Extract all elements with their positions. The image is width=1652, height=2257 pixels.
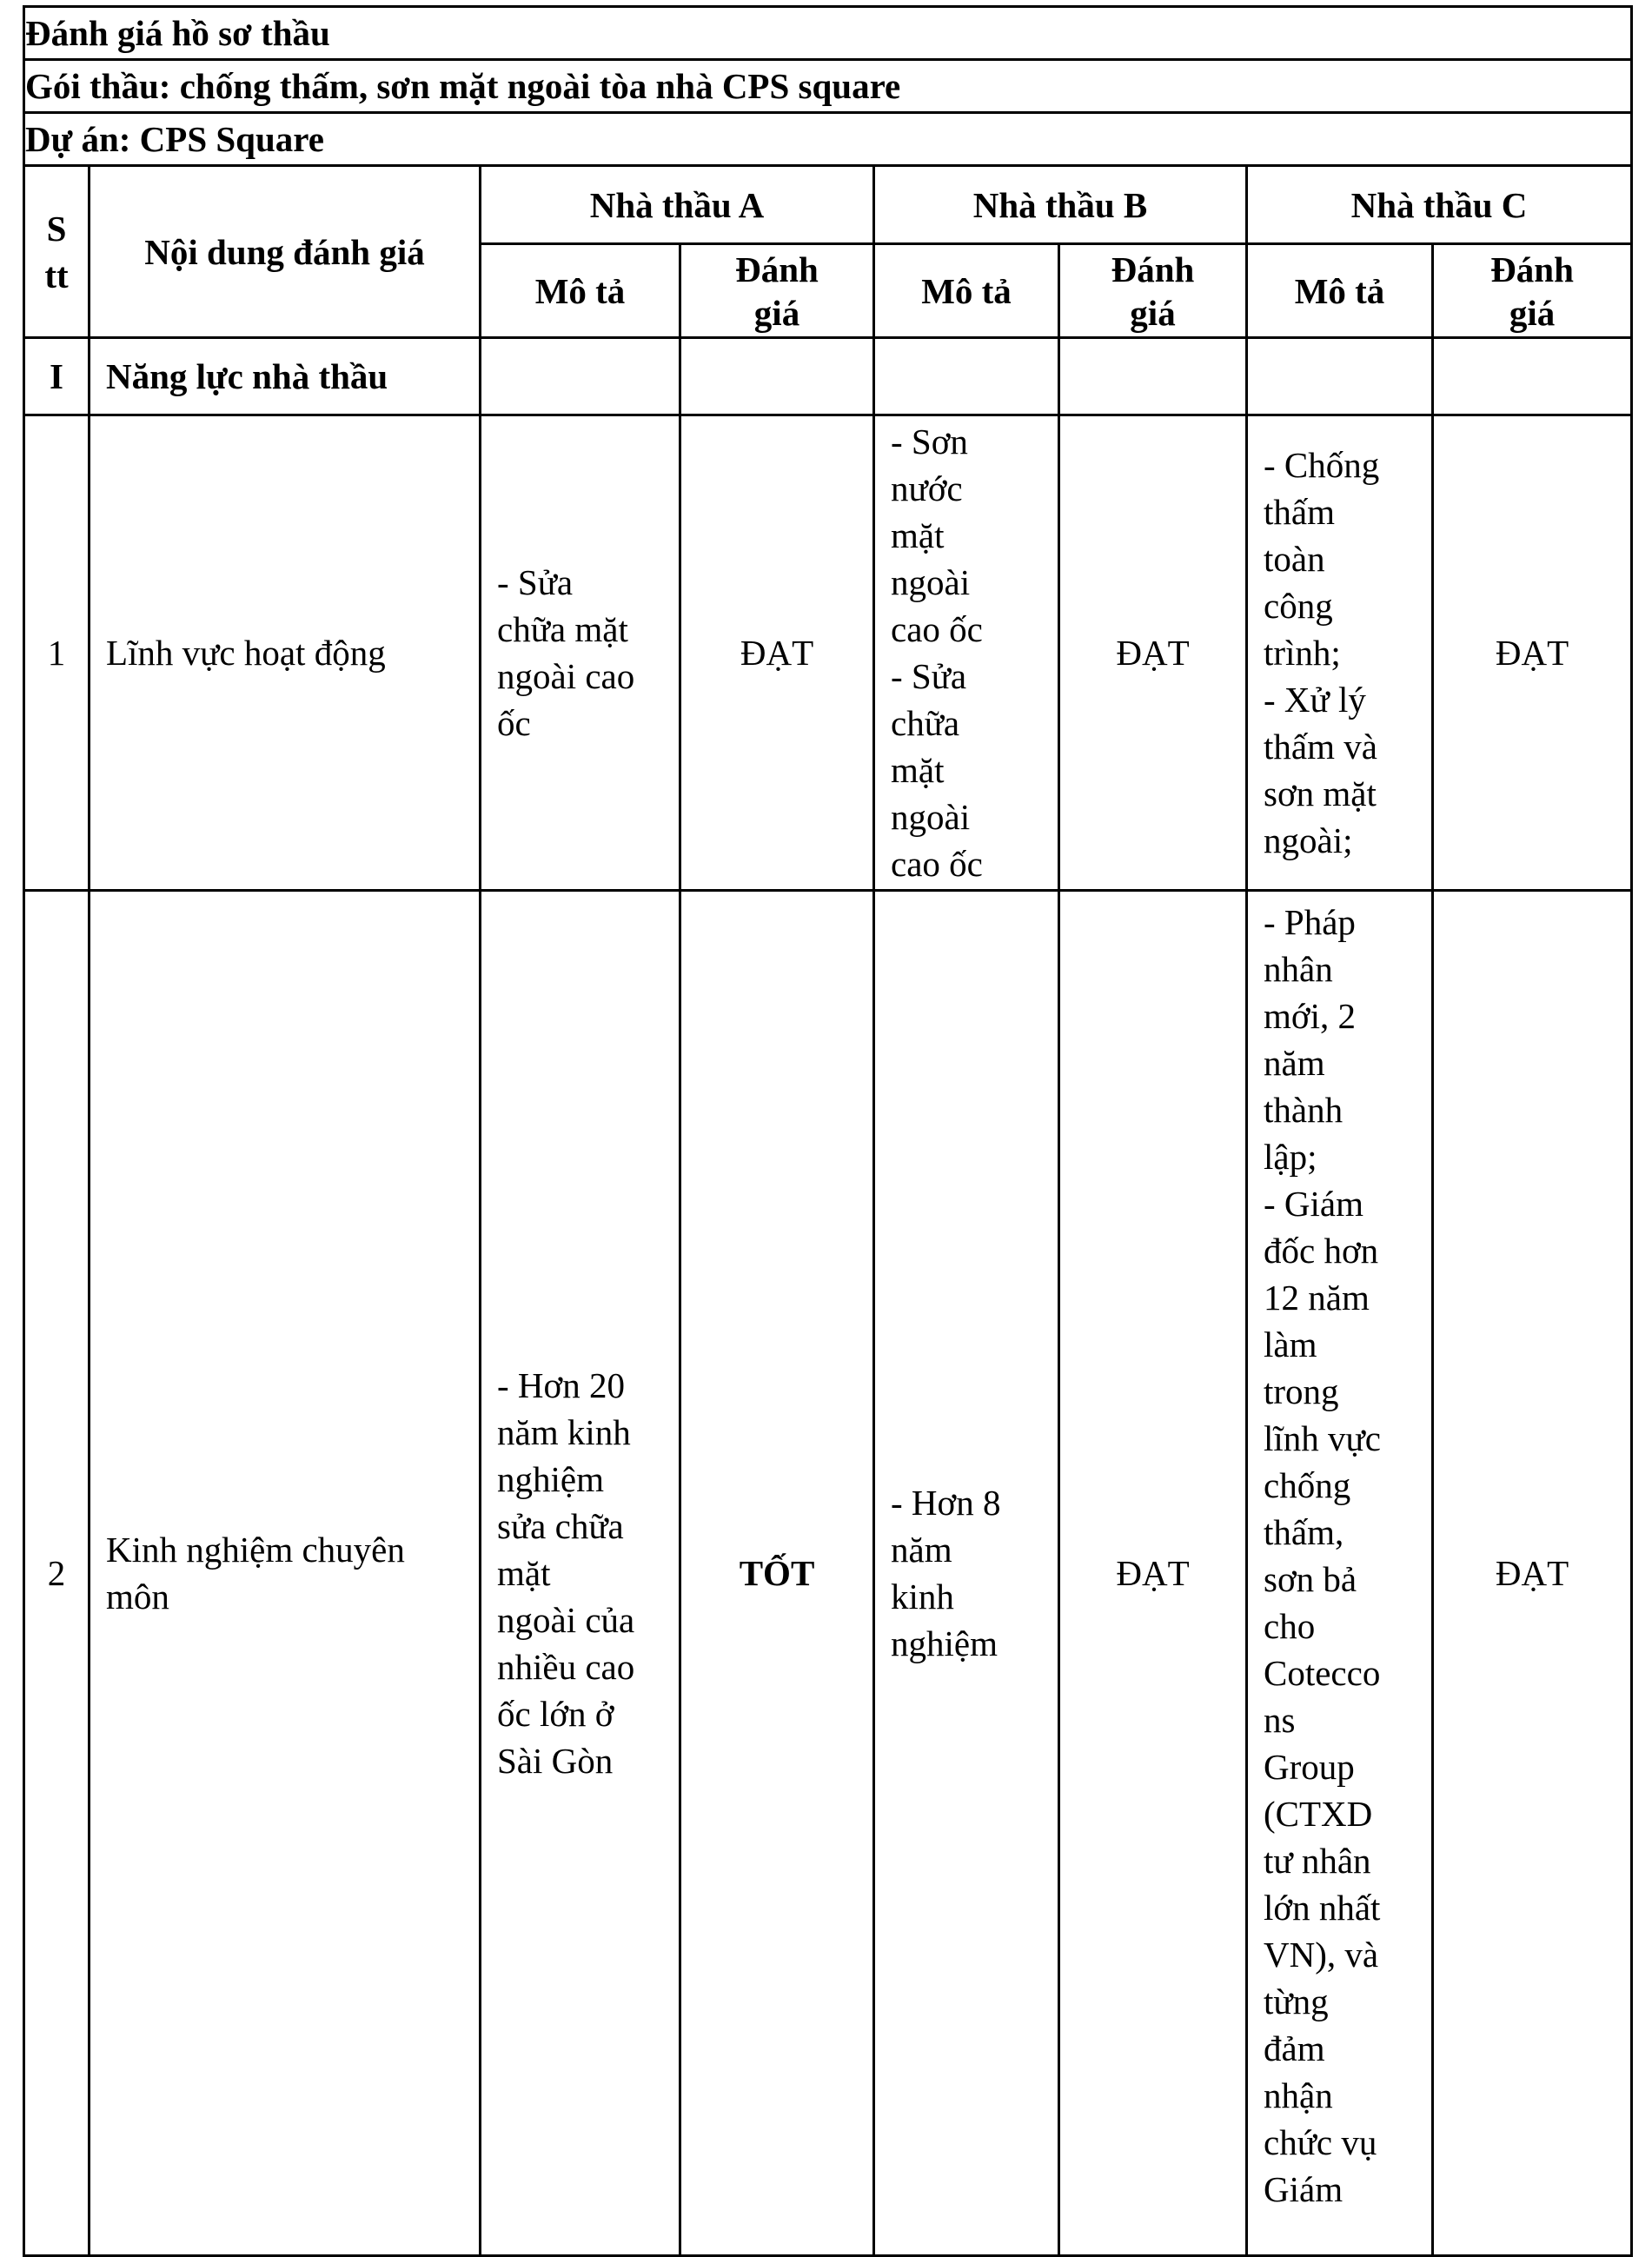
header-c-desc: Mô tả [1247,244,1433,338]
contractor-c-evaluation: ĐẠT [1433,891,1632,2256]
document-title: Đánh giá hồ sơ thầu [24,7,1632,60]
row-stt: 2 [24,891,90,2256]
section-title: Năng lực nhà thầu [90,338,481,415]
header-a-eval: Đánh giá [680,244,874,338]
header-b-eval: Đánh giá [1059,244,1247,338]
contractor-a-evaluation: TỐT [680,891,874,2256]
package-title: Gói thầu: chống thấm, sơn mặt ngoài tòa nhà CPS square [24,60,1632,113]
contractor-b-description: - Hơn 8 năm kinh nghiệm [874,891,1059,2256]
section-row [24,338,1632,415]
header-contractor-a: Nhà thầu A [481,166,874,244]
row-stt: 1 [24,415,90,891]
row-content: Kinh nghiệm chuyên môn [90,891,481,2256]
row-content: Lĩnh vực hoạt động [90,415,481,891]
table-row [24,415,1632,891]
contractor-b-evaluation: ĐẠT [1059,415,1247,891]
header-stt: S tt [24,166,90,338]
header-b-desc: Mô tả [874,244,1059,338]
header-c-eval: Đánh giá [1433,244,1632,338]
contractor-a-evaluation: ĐẠT [680,415,874,891]
contractor-a-description: - Hơn 20 năm kinh nghiệm sửa chữa mặt ngoài của nhiều cao ốc lớn ở Sài Gòn [481,891,680,2256]
section-number: I [24,338,90,415]
header-content: Nội dung đánh giá [90,166,481,338]
header-a-desc: Mô tả [481,244,680,338]
contractor-b-description: - Sơn nước mặt ngoài cao ốc - Sửa chữa mặt ngoài cao ốc [874,415,1059,891]
contractor-c-description: - Pháp nhân mới, 2 năm thành lập; - Giám đốc hơn 12 năm làm trong lĩnh vực chống thấm, sơn bả cho Cotecco ns Group (CTXD tư nhân lớn nhất VN), và từng đảm nhận chức vụ Giám [1247,891,1433,2256]
project-title: Dự án: CPS Square [24,113,1632,166]
table-row [24,891,1632,2256]
header-contractor-c: Nhà thầu C [1247,166,1632,244]
contractor-b-evaluation: ĐẠT [1059,891,1247,2256]
contractor-a-description: - Sửa chữa mặt ngoài cao ốc [481,415,680,891]
header-contractor-b: Nhà thầu B [874,166,1247,244]
contractor-c-evaluation: ĐẠT [1433,415,1632,891]
evaluation-table [23,5,1633,2257]
contractor-c-description: - Chống thấm toàn công trình; - Xử lý thấm và sơn mặt ngoài; [1247,415,1433,891]
